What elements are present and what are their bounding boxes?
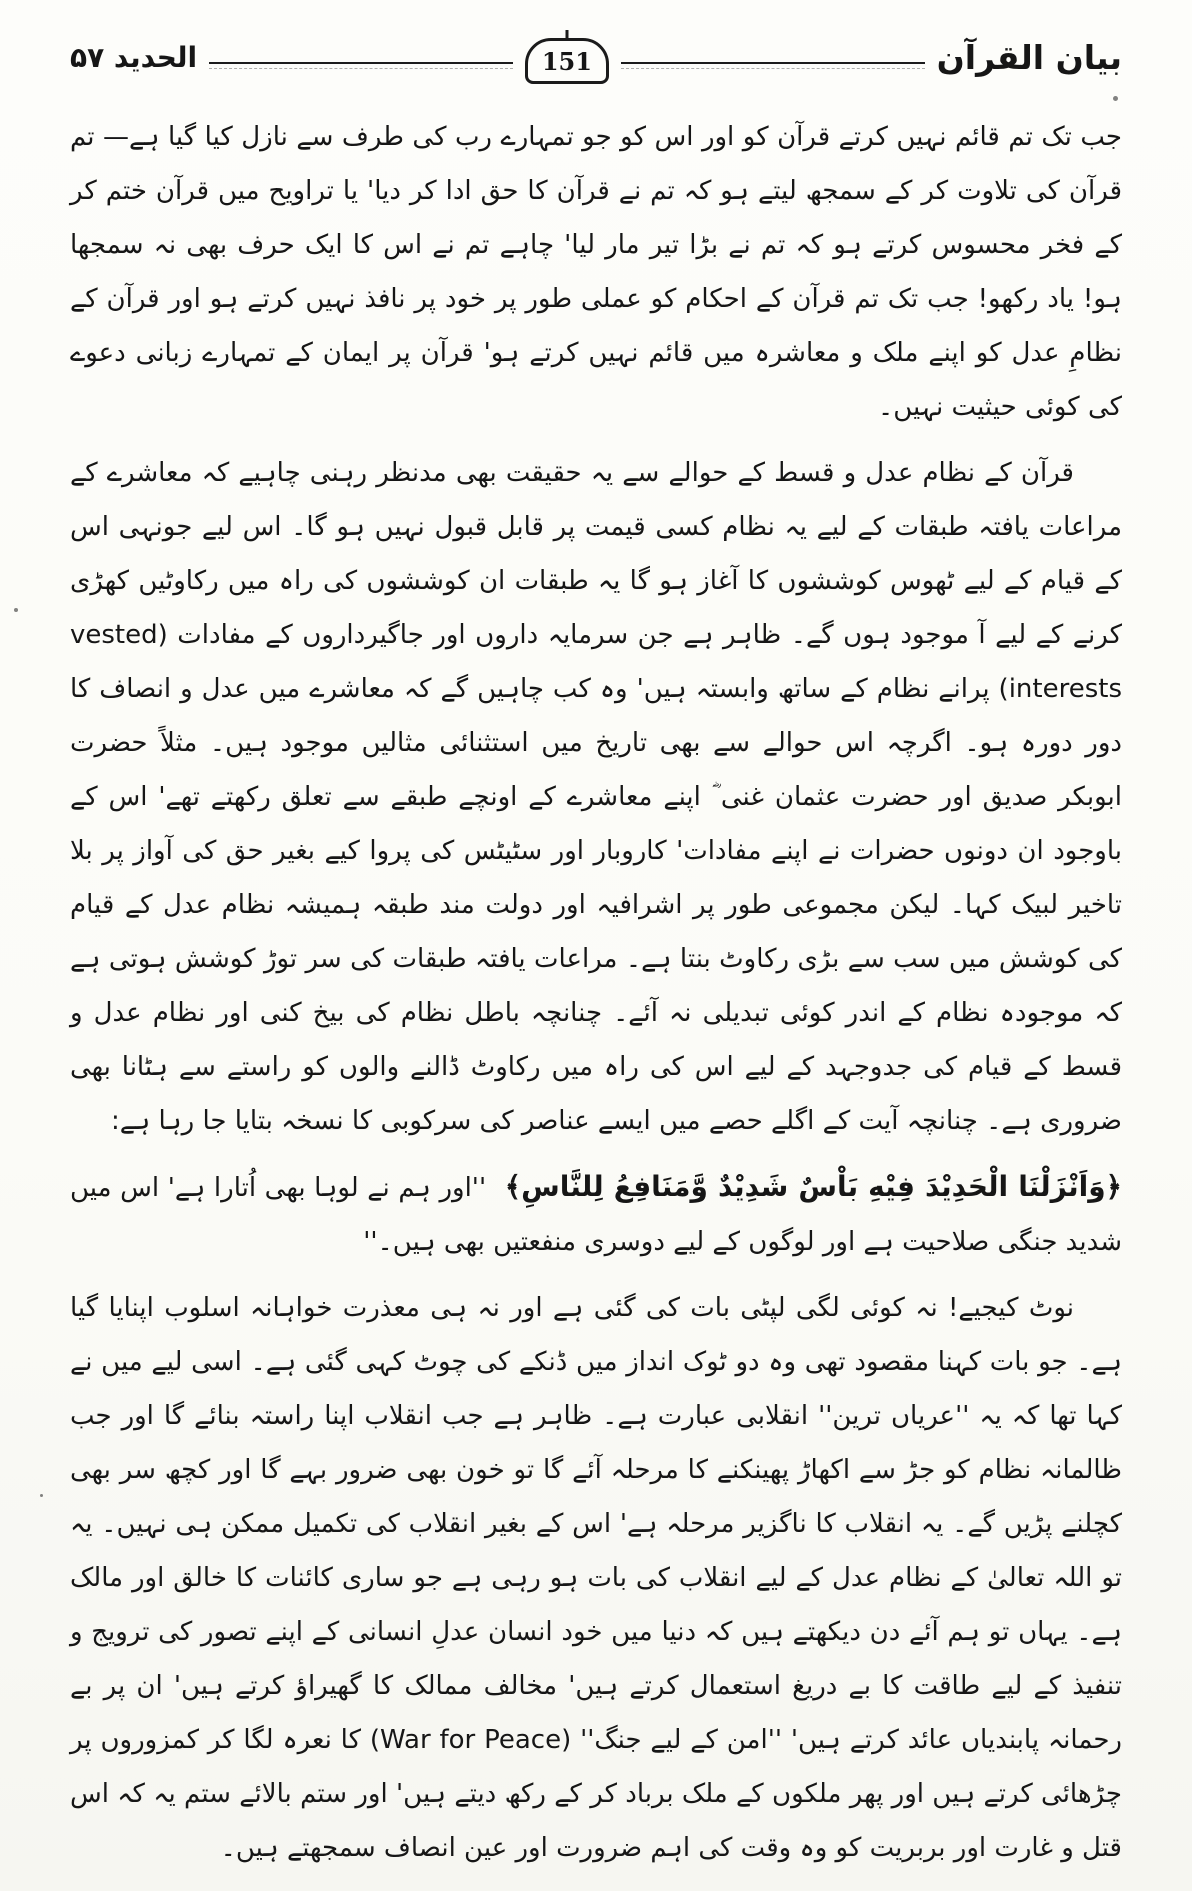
header-rule-right bbox=[621, 62, 925, 64]
book-title: بیان القرآن bbox=[936, 37, 1122, 77]
page-header bbox=[70, 34, 1122, 80]
quran-verse-arabic: ﴿وَاَنْزَلْنَا الْحَدِيْدَ فِيْهِ بَاْسٌ شَدِيْدٌ وَّمَنَافِعُ لِلنَّاسِ﴾ bbox=[504, 1170, 1123, 1203]
paragraph-note: نوٹ کیجیے! نہ کوئی لگی لپٹی بات کی گئی ہے اور نہ ہی معذرت خواہانہ اسلوب اپنایا گیا ہے۔ جو بات کہنا مقصود تھی وہ دو ٹوک انداز میں ڈنکے کی چوٹ کہی گئی ہے۔ اسی لیے میں نے کہا تھا کہ یہ ''عریاں ترین'' انقلابی عبارت ہے۔ ظاہر ہے جب انقلاب اپنا راستہ بنائے گا اور جب ظالمانہ نظام کو جڑ سے اکھاڑ پھینکنے کا مرحلہ آئے گا تو خون بھی ضرور بہے گا اور کچھ سر بھی کچلنے پڑیں گے۔ یہ انقلاب کا ناگزیر مرحلہ ہے' اس کے بغیر انقلاب کی تکمیل ممکن ہی نہیں۔ یہ تو اللہ تعالیٰ کے نظام عدل کے لیے انقلاب کی بات ہو رہی ہے جو ساری کائنات کا خالق اور مالک ہے۔ یہاں تو ہم آئے دن دیکھتے ہیں کہ دنیا میں خود انسان عدلِ انسانی کے اپنے تصور کی ترویج و تنفیذ کے لیے طاقت کا بے دریغ استعمال کرتے ہیں' مخالف ممالک کا گھیراؤ کرتے ہیں' ان پر بے رحمانہ پابندیاں عائد کرتے ہیں' ''امن کے لیے جنگ'' (War for Peace) کا نعرہ لگا کر کمزوروں پر چڑھائی کرتے ہیں اور پھر ملکوں کے ملک برباد کر کے رکھ دیتے ہیں' اور ستم بالائے ستم یہ کہ اس قتل و غارت اور بربریت کو وہ وقت کی اہم ضرورت اور عین انصاف سمجھتے ہیں۔ bbox=[70, 1293, 1122, 1863]
scan-speckle bbox=[40, 1494, 43, 1497]
scan-speckle bbox=[1113, 96, 1118, 101]
paragraph-nizam-e-adl: قرآن کے نظام عدل و قسط کے حوالے سے یہ حقیقت بھی مدنظر رہنی چاہیے کہ معاشرے کے مراعات یافتہ طبقات کے لیے یہ نظام کسی قیمت پر قابل قبول نہیں ہو گا۔ اس لیے جونہی اس کے قیام کے لیے ٹھوس کوششوں کا آغاز ہو گا یہ طبقات ان کوششوں کی راہ میں رکاوٹیں کھڑی کرنے کے لیے آ موجود ہوں گے۔ ظاہر ہے جن سرمایہ داروں اور جاگیرداروں کے مفادات (vested interests) پرانے نظام کے ساتھ وابستہ ہیں' وہ کب چاہیں گے کہ معاشرے میں عدل و انصاف کا دور دورہ ہو۔ اگرچہ اس حوالے سے بھی تاریخ میں استثنائی مثالیں موجود ہیں۔ مثلاً حضرت ابوبکر صدیق اور حضرت عثمان غنی ؓ اپنے معاشرے کے اونچے طبقے سے تعلق رکھتے تھے' اس کے باوجود ان دونوں حضرات نے اپنے مفادات' کاروبار اور سٹیٹس کی پروا کیے بغیر حق کی آواز پر بلا تاخیر لبیک کہا۔ لیکن مجموعی طور پر اشرافیہ اور دولت مند طبقہ ہمیشہ نظام عدل کے قیام کی کوشش میں سب سے بڑی رکاوٹ بنتا ہے۔ مراعات یافتہ طبقات کی سر توڑ کوشش ہوتی ہے کہ موجودہ نظام کے اندر کوئی تبدیلی نہ آئے۔ چنانچہ باطل نظام کی بیخ کنی اور نظام عدل و قسط کے قیام کی جدوجہد کے لیے اس کی راہ میں رکاوٹ ڈالنے والوں کو راستے سے ہٹانا بھی ضروری ہے۔ چنانچہ آیت کے اگلے حصے میں ایسے عناصر کی سرکوبی کا نسخہ بتایا جا رہا ہے: bbox=[70, 458, 1122, 1136]
surah-reference: الحدید ۵۷ bbox=[70, 40, 198, 74]
scan-speckle bbox=[14, 608, 18, 612]
quran-verse-translation: ''اور ہم نے لوہا بھی اُتارا ہے' اس میں شدید جنگی صلاحیت ہے اور لوگوں کے لیے دوسری منفعتیں بھی ہیں۔'' bbox=[70, 1173, 1122, 1257]
paragraph-intro: جب تک تم قائم نہیں کرتے قرآن کو اور اس کو جو تمہارے رب کی طرف سے نازل کیا گیا ہے— تم قرآن کی تلاوت کر کے سمجھ لیتے ہو کہ تم نے قرآن کا حق ادا کر دیا' یا تراویح میں قرآن ختم کر کے فخر محسوس کرتے ہو کہ تم نے بڑا تیر مار لیا' چاہے تم نے اس کا ایک حرف بھی نہ سمجھا ہو! یاد رکھو! جب تک تم قرآن کے احکام کو عملی طور پر خود پر نافذ نہیں کرتے ہو اور قرآن کے نظامِ عدل کو اپنے ملک و معاشرہ میں قائم نہیں کرتے ہو' قرآن پر ایمان کے تمہارے زبانی دعوے کی کوئی حیثیت نہیں۔ bbox=[70, 122, 1122, 422]
page-number-cartouche bbox=[525, 38, 609, 84]
verse-paragraph bbox=[70, 1160, 1122, 1269]
page-number: 151 bbox=[541, 46, 592, 76]
page-body bbox=[70, 110, 1122, 1875]
header-rule-left bbox=[209, 62, 513, 64]
